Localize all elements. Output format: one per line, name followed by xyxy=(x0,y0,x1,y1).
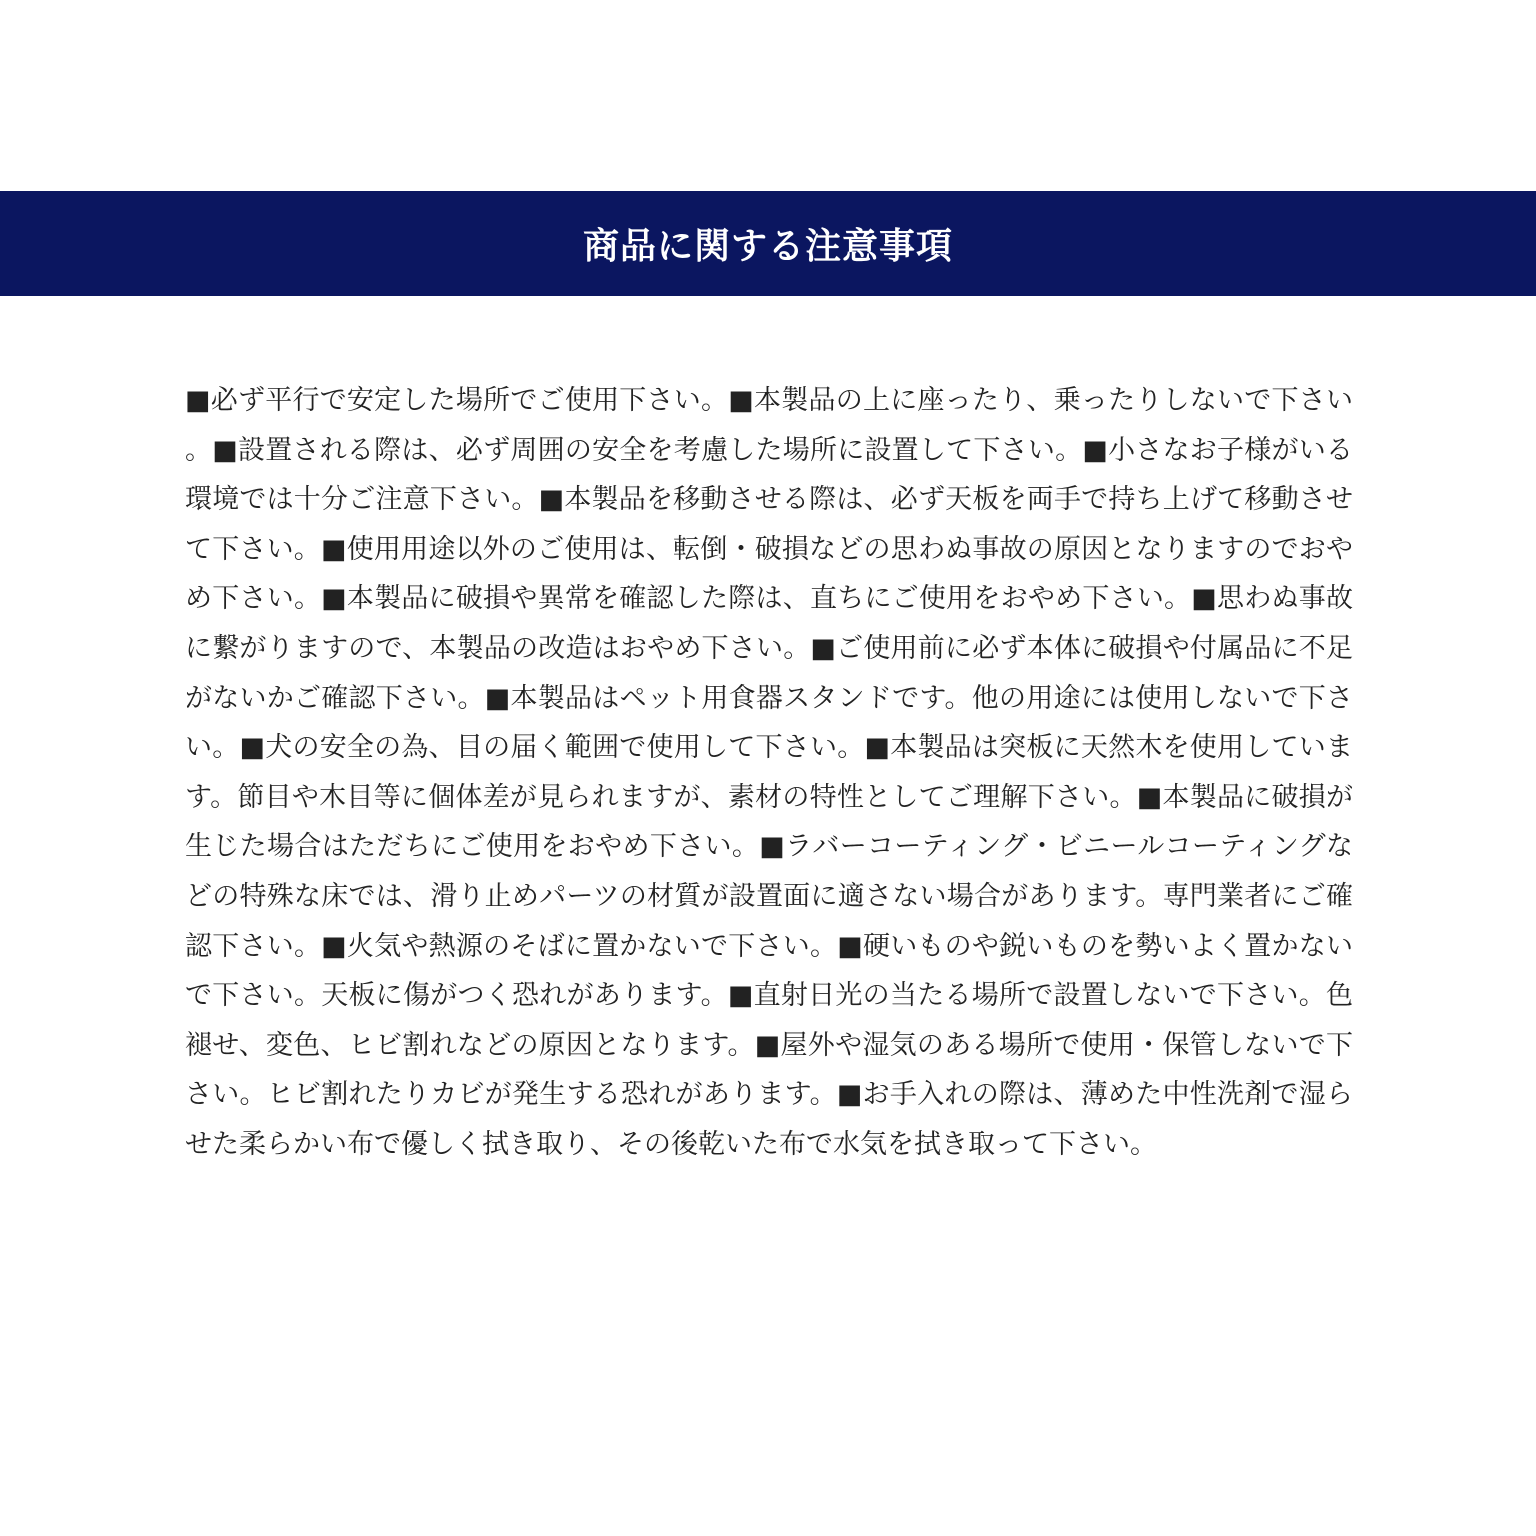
page-title: 商品に関する注意事項 xyxy=(582,226,953,267)
header-band xyxy=(0,191,1536,296)
notice-text: ■必ず平行で安定した場所でご使用下さい。■本製品の上に座ったり、乗ったりしないで下さい。■設置される際は、必ず周囲の安全を考慮した場所に設置して下さい。■小さなお子様がいる環境では十分ご注意下さい。■本製品を移動させる際は、必ず天板を両手で持ち上げて移動させて下さい。■使用用途以外のご使用は、転倒・破損などの思わぬ事故の原因となりますのでおやめ下さい。■本製品に破損や異常を確認した際は、直ちにご使用をおやめ下さい。■思わぬ事故に繋がりますので、本製品の改造はおやめ下さい。■ご使用前に必ず本体に破損や付属品に不足がないかご確認下さい。■本製品はペット用食器スタンドです。他の用途には使用しないで下さい。■犬の安全の為、目の届く範囲で使用して下さい。■本製品は突板に天然木を使用しています。節目や木目等に個体差が見られますが、素材の特性としてご理解下さい。■本製品に破損が生じた場合はただちにご使用をおやめ下さい。■ラバーコーティング・ビニールコーティングなどの特殊な床では、滑り止めパーツの材質が設置面に適さない場合があります。専門業者にご確認下さい。■火気や熱源のそばに置かないで下さい。■硬いものや鋭いものを勢いよく置かないで下さい。天板に傷がつく恐れがあります。■直射日光の当たる場所で設置しないで下さい。色褪せ、変色、ヒビ割れなどの原因となります。■屋外や湿気のある場所で使用・保管しないで下さい。ヒビ割れたりカビが発生する恐れがあります。■お手入れの際は、薄めた中性洗剤で湿らせた柔らかい布で優しく拭き取り、その後乾いた布で水気を拭き取って下さい。 xyxy=(185,385,1353,1160)
